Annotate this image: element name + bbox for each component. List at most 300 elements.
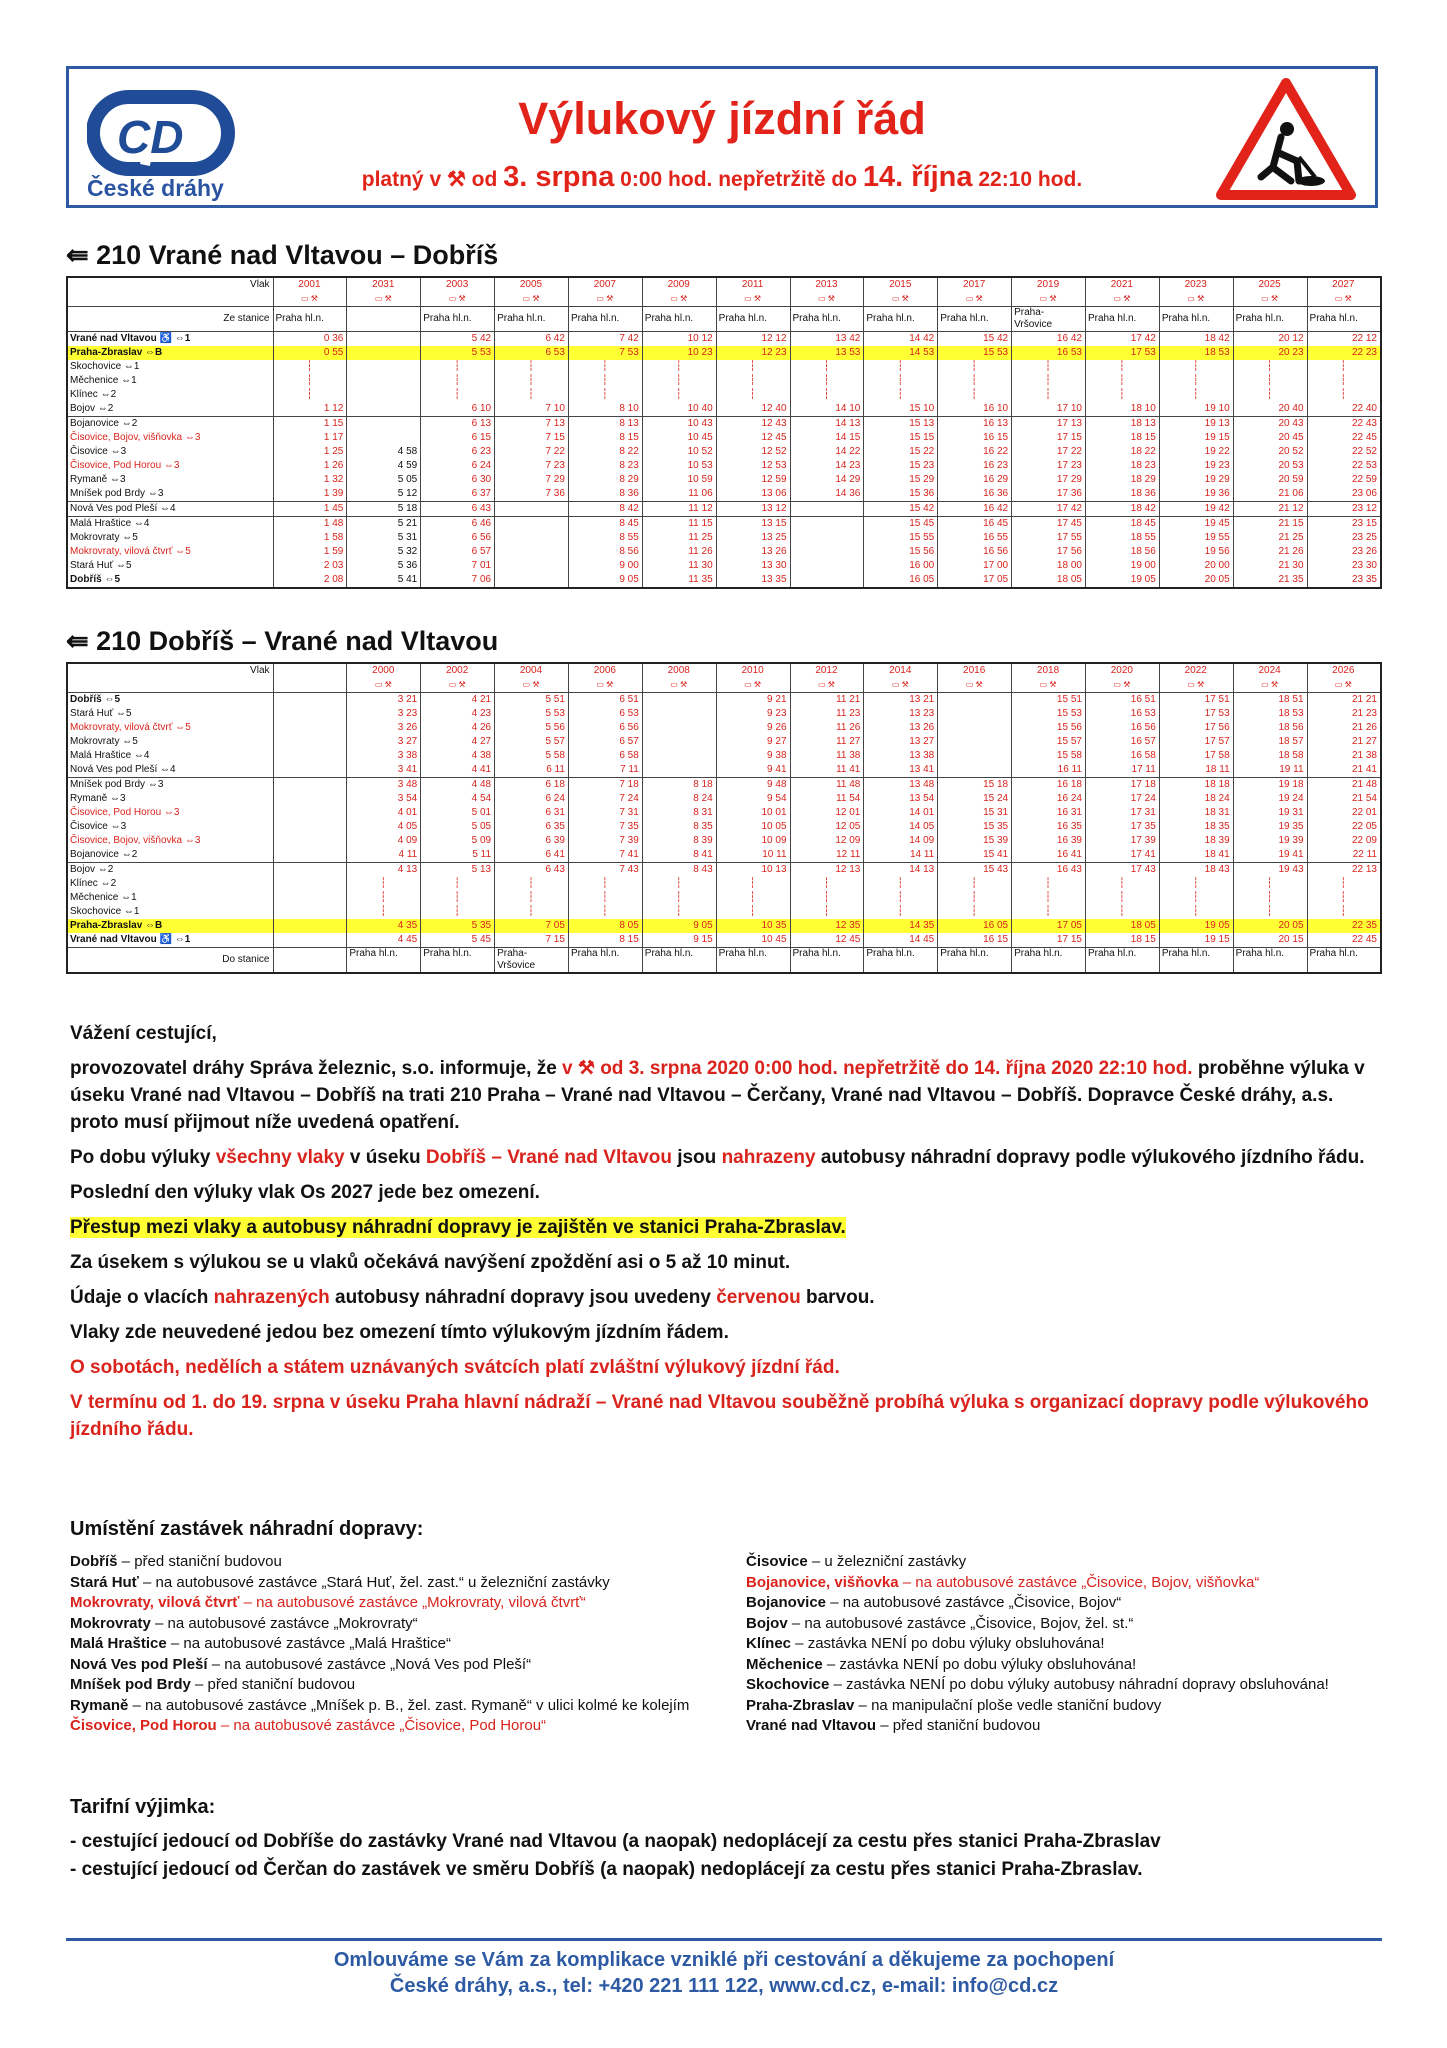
time-cell: 15 42: [938, 332, 1012, 347]
time-cell: 6 35: [495, 820, 569, 834]
time-cell: 22 13: [1307, 863, 1381, 878]
time-cell: 15 45: [864, 517, 938, 532]
time-cell: 5 51: [495, 693, 569, 708]
time-cell: ┆: [495, 374, 569, 388]
time-cell: 16 56: [1085, 721, 1159, 735]
timetable-dobris-vrane: [66, 662, 1382, 974]
time-cell: 8 29: [568, 473, 642, 487]
train-symbol: ▭ ⚒: [864, 292, 938, 307]
time-cell: 23 35: [1307, 573, 1381, 588]
time-cell: 12 53: [716, 459, 790, 473]
time-cell: 22 40: [1307, 402, 1381, 417]
time-cell: ┆: [1085, 877, 1159, 891]
time-cell: 7 36: [495, 487, 569, 502]
time-cell: 18 23: [1085, 459, 1159, 473]
time-cell: ┆: [864, 891, 938, 905]
time-cell: 8 35: [642, 820, 716, 834]
time-cell: ┆: [642, 374, 716, 388]
time-cell: 15 58: [1012, 749, 1086, 763]
train-symbol: ▭ ⚒: [1159, 292, 1233, 307]
train-symbol: ▭ ⚒: [421, 678, 495, 693]
time-cell: ┆: [273, 360, 347, 374]
time-cell: [347, 360, 421, 374]
train-symbol: ▭ ⚒: [642, 292, 716, 307]
time-cell: 11 30: [642, 559, 716, 573]
time-cell: 20 43: [1233, 417, 1307, 432]
station-name: Čisovice, Pod Horou ⇔3: [67, 459, 273, 473]
time-cell: 19 29: [1159, 473, 1233, 487]
time-cell: ┆: [790, 374, 864, 388]
time-cell: 7 35: [568, 820, 642, 834]
time-cell: 1 17: [273, 431, 347, 445]
stop-item: Čisovice, Pod Horou – na autobusové zastávce „Čisovice, Pod Horou“: [70, 1717, 547, 1734]
time-cell: 6 24: [421, 459, 495, 473]
time-cell: 18 42: [1159, 332, 1233, 347]
from-station: Praha hl.n.: [1233, 307, 1307, 332]
time-cell: 16 05: [938, 919, 1012, 933]
time-cell: 19 05: [1159, 919, 1233, 933]
time-cell: ┆: [1159, 388, 1233, 402]
from-station: Praha hl.n.: [1085, 307, 1159, 332]
train-symbol: ▭ ⚒: [568, 292, 642, 307]
time-cell: [938, 693, 1012, 708]
train-number-row: [67, 277, 1381, 292]
table-row: [67, 417, 1381, 432]
time-cell: [347, 346, 421, 360]
time-cell: ┆: [790, 905, 864, 919]
time-cell: 12 52: [716, 445, 790, 459]
time-cell: 6 53: [495, 346, 569, 360]
time-cell: [790, 502, 864, 517]
time-cell: 14 15: [790, 431, 864, 445]
time-cell: [347, 417, 421, 432]
table-row: [67, 905, 1381, 919]
time-cell: 18 10: [1085, 402, 1159, 417]
time-cell: ┆: [1233, 905, 1307, 919]
time-cell: ┆: [568, 388, 642, 402]
time-cell: 19 18: [1233, 778, 1307, 793]
notice-p8: O sobotách, nedělích a státem uznávaných svátcích platí zvláštní výlukový jízdní řád.: [70, 1357, 840, 1378]
table-row: [67, 778, 1381, 793]
table-row: [67, 891, 1381, 905]
section1-title: ⇚ 210 Vrané nad Vltavou – Dobříš: [66, 240, 499, 270]
time-cell: [347, 402, 421, 417]
to-station: Praha hl.n.: [938, 948, 1012, 974]
notice-text: [70, 1020, 1380, 1451]
time-cell: 23 06: [1307, 487, 1381, 502]
station-name: Mníšek pod Brdy ⇔3: [67, 778, 273, 793]
time-cell: 3 48: [347, 778, 421, 793]
train-number: 2010: [716, 663, 790, 678]
stop-item: Čisovice – u železniční zastávky: [746, 1553, 967, 1570]
time-cell: 16 57: [1085, 735, 1159, 749]
time-cell: 6 43: [495, 863, 569, 878]
time-cell: [495, 559, 569, 573]
time-cell: 5 09: [421, 834, 495, 848]
time-cell: 19 05: [1085, 573, 1159, 588]
time-cell: 19 15: [1159, 431, 1233, 445]
time-cell: 22 23: [1307, 346, 1381, 360]
time-cell: 16 15: [938, 431, 1012, 445]
time-cell: [273, 919, 347, 933]
station-name: Čisovice ⇔3: [67, 445, 273, 459]
time-cell: 17 42: [1085, 332, 1159, 347]
time-cell: 1 39: [273, 487, 347, 502]
time-cell: 6 57: [568, 735, 642, 749]
from-station: Praha hl.n.: [273, 307, 347, 332]
time-cell: [642, 735, 716, 749]
time-cell: 5 36: [347, 559, 421, 573]
time-cell: 22 45: [1307, 933, 1381, 948]
train-symbol-row: [67, 292, 1381, 307]
time-cell: 18 56: [1085, 545, 1159, 559]
time-cell: ┆: [495, 891, 569, 905]
time-cell: 8 41: [642, 848, 716, 863]
train-symbol: ▭ ⚒: [273, 292, 347, 307]
time-cell: ┆: [1307, 877, 1381, 891]
time-cell: 9 21: [716, 693, 790, 708]
table-row: [67, 402, 1381, 417]
time-cell: 7 01: [421, 559, 495, 573]
table-row: [67, 573, 1381, 588]
time-cell: 13 35: [716, 573, 790, 588]
time-cell: 16 23: [938, 459, 1012, 473]
time-cell: 12 09: [790, 834, 864, 848]
station-name: Měchenice ⇔1: [67, 374, 273, 388]
time-cell: 7 23: [495, 459, 569, 473]
train-number: 2019: [1012, 277, 1086, 292]
time-cell: ┆: [716, 388, 790, 402]
time-cell: 17 31: [1085, 806, 1159, 820]
time-cell: 15 56: [864, 545, 938, 559]
time-cell: 19 22: [1159, 445, 1233, 459]
time-cell: 17 35: [1085, 820, 1159, 834]
time-cell: 11 26: [790, 721, 864, 735]
station-name: Praha-Zbraslav ⇔B: [67, 346, 273, 360]
station-name: Mokrovraty ⇔5: [67, 531, 273, 545]
time-cell: ┆: [1085, 891, 1159, 905]
time-cell: 9 05: [568, 573, 642, 588]
to-station: [273, 948, 347, 974]
time-cell: 13 41: [864, 763, 938, 778]
train-number: 2031: [347, 277, 421, 292]
time-cell: 4 45: [347, 933, 421, 948]
time-cell: ┆: [1159, 877, 1233, 891]
time-cell: 3 38: [347, 749, 421, 763]
time-cell: 13 42: [790, 332, 864, 347]
time-cell: 8 18: [642, 778, 716, 793]
to-station: Praha hl.n.: [1012, 948, 1086, 974]
station-name: Mokrovraty, vilová čtvrť ⇔5: [67, 545, 273, 559]
time-cell: 19 36: [1159, 487, 1233, 502]
time-cell: [642, 707, 716, 721]
notice-p6: Údaje o vlacích nahrazených autobusy náhradní dopravy jsou uvedeny červenou barvou.: [70, 1287, 875, 1308]
time-cell: 12 43: [716, 417, 790, 432]
time-cell: 18 31: [1159, 806, 1233, 820]
time-cell: 7 18: [568, 778, 642, 793]
table-row: [67, 531, 1381, 545]
time-cell: 1 25: [273, 445, 347, 459]
table-row: [67, 374, 1381, 388]
stop-item: Mníšek pod Brdy – před staniční budovou: [70, 1676, 356, 1693]
time-cell: [642, 693, 716, 708]
time-cell: 21 26: [1233, 545, 1307, 559]
time-cell: 11 06: [642, 487, 716, 502]
table-row: [67, 721, 1381, 735]
time-cell: 4 01: [347, 806, 421, 820]
time-cell: 5 05: [347, 473, 421, 487]
time-cell: 15 10: [864, 402, 938, 417]
time-cell: 17 22: [1012, 445, 1086, 459]
time-cell: 10 59: [642, 473, 716, 487]
time-cell: 16 41: [1012, 848, 1086, 863]
time-cell: ┆: [790, 360, 864, 374]
train-symbol: ▭ ⚒: [938, 678, 1012, 693]
table-row: [67, 792, 1381, 806]
time-cell: 6 37: [421, 487, 495, 502]
time-cell: 10 43: [642, 417, 716, 432]
time-cell: 4 35: [347, 919, 421, 933]
time-cell: ┆: [1307, 374, 1381, 388]
train-number: 2013: [790, 277, 864, 292]
time-cell: 10 13: [716, 863, 790, 878]
time-cell: 18 29: [1085, 473, 1159, 487]
to-station: Praha hl.n.: [790, 948, 864, 974]
time-cell: 19 43: [1233, 863, 1307, 878]
stop-item: Nová Ves pod Pleší – na autobusové zastávce „Nová Ves pod Pleší“: [70, 1655, 532, 1673]
time-cell: 7 42: [568, 332, 642, 347]
train-symbol: ▭ ⚒: [495, 292, 569, 307]
table-row: [67, 877, 1381, 891]
time-cell: 1 59: [273, 545, 347, 559]
time-cell: 22 05: [1307, 820, 1381, 834]
time-cell: 20 05: [1159, 573, 1233, 588]
time-cell: 22 09: [1307, 834, 1381, 848]
time-cell: ┆: [1159, 891, 1233, 905]
time-cell: ┆: [421, 374, 495, 388]
train-symbol: ▭ ⚒: [568, 678, 642, 693]
time-cell: 19 15: [1159, 933, 1233, 948]
time-cell: ┆: [790, 891, 864, 905]
time-cell: 11 54: [790, 792, 864, 806]
time-cell: [273, 778, 347, 793]
time-cell: [495, 502, 569, 517]
time-cell: 17 43: [1085, 863, 1159, 878]
time-cell: 20 40: [1233, 402, 1307, 417]
time-cell: 8 42: [568, 502, 642, 517]
time-cell: 10 35: [716, 919, 790, 933]
time-cell: [790, 573, 864, 588]
time-cell: 7 43: [568, 863, 642, 878]
train-symbol-row: [67, 678, 1381, 693]
time-cell: 17 56: [1159, 721, 1233, 735]
station-name: Bojov ⇔2: [67, 402, 273, 417]
time-cell: 8 10: [568, 402, 642, 417]
to-station: Praha hl.n.: [421, 948, 495, 974]
train-symbol: ▭ ⚒: [1307, 292, 1381, 307]
time-cell: 18 42: [1085, 502, 1159, 517]
train-number: 2026: [1307, 663, 1381, 678]
time-cell: 7 24: [568, 792, 642, 806]
time-cell: 13 25: [716, 531, 790, 545]
time-cell: 8 43: [642, 863, 716, 878]
time-cell: [273, 933, 347, 948]
time-cell: 6 43: [421, 502, 495, 517]
time-cell: 7 11: [568, 763, 642, 778]
time-cell: 18 15: [1085, 431, 1159, 445]
time-cell: 16 18: [1012, 778, 1086, 793]
train-symbol: ▭ ⚒: [1085, 678, 1159, 693]
notice-p4: Přestup mezi vlaky a autobusy náhradní dopravy je zajištěn ve stanici Praha-Zbraslav.: [70, 1217, 846, 1238]
table-row: [67, 834, 1381, 848]
time-cell: 6 10: [421, 402, 495, 417]
time-cell: 6 13: [421, 417, 495, 432]
time-cell: 5 11: [421, 848, 495, 863]
time-cell: 6 31: [495, 806, 569, 820]
time-cell: 13 06: [716, 487, 790, 502]
time-cell: 8 05: [568, 919, 642, 933]
time-cell: 15 55: [864, 531, 938, 545]
time-cell: ┆: [421, 388, 495, 402]
station-name: Čisovice, Bojov, višňovka ⇔3: [67, 834, 273, 848]
time-cell: 4 21: [421, 693, 495, 708]
station-name: Mokrovraty, vilová čtvrť ⇔5: [67, 721, 273, 735]
time-cell: 9 38: [716, 749, 790, 763]
time-cell: 10 11: [716, 848, 790, 863]
vlak-label: Vlak: [67, 277, 273, 292]
time-cell: 5 13: [421, 863, 495, 878]
time-cell: 16 13: [938, 417, 1012, 432]
time-cell: ┆: [864, 360, 938, 374]
stop-item: Mokrovraty – na autobusové zastávce „Mokrovraty“: [70, 1614, 418, 1632]
time-cell: 4 41: [421, 763, 495, 778]
time-cell: 4 48: [421, 778, 495, 793]
time-cell: 17 42: [1012, 502, 1086, 517]
time-cell: 15 22: [864, 445, 938, 459]
time-cell: 16 24: [1012, 792, 1086, 806]
time-cell: [495, 517, 569, 532]
time-cell: ┆: [273, 388, 347, 402]
time-cell: 14 45: [864, 933, 938, 948]
station-name: Měchenice ⇔1: [67, 891, 273, 905]
time-cell: ┆: [1233, 877, 1307, 891]
to-station: Praha hl.n.: [716, 948, 790, 974]
time-cell: 13 15: [716, 517, 790, 532]
table-row: [67, 820, 1381, 834]
time-cell: 14 13: [864, 863, 938, 878]
roadwork-warning-icon: [1215, 77, 1357, 201]
time-cell: ┆: [1159, 360, 1233, 374]
time-cell: 7 10: [495, 402, 569, 417]
time-cell: 16 22: [938, 445, 1012, 459]
time-cell: 19 45: [1159, 517, 1233, 532]
notice-p2: Po dobu výluky všechny vlaky v úseku Dobříš – Vrané nad Vltavou jsou nahrazeny autobusy náhradní dopravy podle výlukového jízdního řádu.: [70, 1147, 1365, 1168]
time-cell: 6 11: [495, 763, 569, 778]
time-cell: 4 38: [421, 749, 495, 763]
train-number: 2000: [347, 663, 421, 678]
timetable-vrane-dobris: [66, 276, 1382, 589]
train-number: 2022: [1159, 663, 1233, 678]
time-cell: 16 55: [938, 531, 1012, 545]
time-cell: ┆: [1012, 374, 1086, 388]
time-cell: 11 26: [642, 545, 716, 559]
time-cell: 1 12: [273, 402, 347, 417]
time-cell: [938, 763, 1012, 778]
time-cell: 21 30: [1233, 559, 1307, 573]
time-cell: 8 39: [642, 834, 716, 848]
time-cell: 9 00: [568, 559, 642, 573]
train-number: 2016: [938, 663, 1012, 678]
time-cell: 20 12: [1233, 332, 1307, 347]
from-station: Praha hl.n.: [1159, 307, 1233, 332]
time-cell: 5 57: [495, 735, 569, 749]
time-cell: 17 00: [938, 559, 1012, 573]
time-cell: 16 56: [938, 545, 1012, 559]
time-cell: 12 45: [716, 431, 790, 445]
time-cell: 12 11: [790, 848, 864, 863]
time-cell: 4 27: [421, 735, 495, 749]
station-name: Čisovice ⇔3: [67, 820, 273, 834]
time-cell: 1 26: [273, 459, 347, 473]
time-cell: 15 41: [938, 848, 1012, 863]
time-cell: 8 15: [568, 933, 642, 948]
time-cell: 9 27: [716, 735, 790, 749]
time-cell: 4 54: [421, 792, 495, 806]
time-cell: ┆: [495, 388, 569, 402]
train-symbol: ▭ ⚒: [716, 292, 790, 307]
from-station: Praha hl.n.: [568, 307, 642, 332]
time-cell: ┆: [347, 877, 421, 891]
train-number: 2027: [1307, 277, 1381, 292]
time-cell: 8 36: [568, 487, 642, 502]
time-cell: 15 35: [938, 820, 1012, 834]
time-cell: 22 52: [1307, 445, 1381, 459]
time-cell: ┆: [1233, 388, 1307, 402]
time-cell: 17 56: [1012, 545, 1086, 559]
time-cell: ┆: [347, 891, 421, 905]
time-cell: 13 26: [716, 545, 790, 559]
time-cell: 15 13: [864, 417, 938, 432]
time-cell: 3 54: [347, 792, 421, 806]
page-title: Výlukový jízdní řád: [518, 93, 926, 144]
time-cell: 14 05: [864, 820, 938, 834]
time-cell: 5 18: [347, 502, 421, 517]
time-cell: 20 15: [1233, 933, 1307, 948]
time-cell: 18 18: [1159, 778, 1233, 793]
brand-name: České dráhy: [87, 175, 224, 201]
time-cell: 14 53: [864, 346, 938, 360]
time-cell: [938, 707, 1012, 721]
time-cell: 6 39: [495, 834, 569, 848]
time-cell: 12 59: [716, 473, 790, 487]
time-cell: 10 05: [716, 820, 790, 834]
time-cell: 17 10: [1012, 402, 1086, 417]
train-symbol: ▭ ⚒: [347, 292, 421, 307]
time-cell: 1 58: [273, 531, 347, 545]
time-cell: 18 58: [1233, 749, 1307, 763]
table-row: [67, 487, 1381, 502]
stop-item: Rymaně – na autobusové zastávce „Mníšek p. B., žel. zast. Rymaně“ v ulici kolmé ke kolejím: [70, 1696, 690, 1714]
time-cell: 19 31: [1233, 806, 1307, 820]
table-row: [67, 749, 1381, 763]
time-cell: 12 01: [790, 806, 864, 820]
train-number: 2006: [568, 663, 642, 678]
footer: Omlouváme se Vám za komplikace vzniklé při cestování a děkujeme za pochopení České dráhy, a.s., tel: +420 221 111 122, www.cd.cz, e-mail: info@cd.cz: [66, 1938, 1382, 1999]
stops-heading: Umístění zastávek náhradní dopravy:: [70, 1518, 424, 1540]
time-cell: 21 48: [1307, 778, 1381, 793]
time-cell: 12 12: [716, 332, 790, 347]
time-cell: 10 52: [642, 445, 716, 459]
